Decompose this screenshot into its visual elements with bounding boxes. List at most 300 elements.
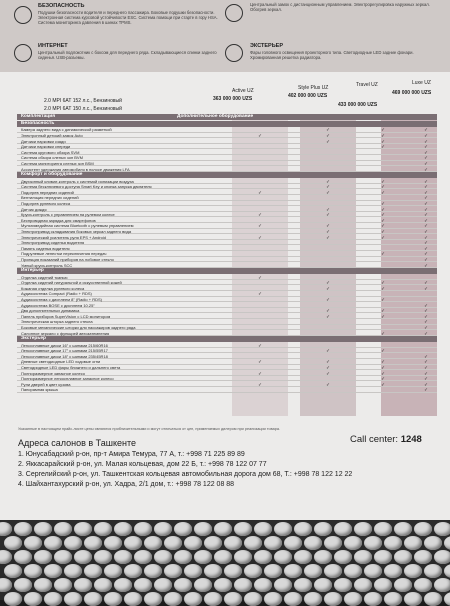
- knit-loop: [4, 564, 22, 578]
- knit-loop: [304, 592, 322, 606]
- row-label: Система бесключевого доступа Smart Key и кнопка запуска двигателя: [21, 184, 152, 190]
- knit-loop: [294, 550, 312, 564]
- row-label: Легкосплавные диски 18" с шинами 235/45R18: [21, 353, 108, 359]
- knit-loop: [304, 564, 322, 578]
- knit-loop: [144, 592, 162, 606]
- table-row: [17, 286, 437, 291]
- price-active: 363 000 000 UZS: [213, 96, 253, 102]
- row-label: Дневные светодиодные LED ходовые огни: [21, 359, 101, 365]
- table-row: [17, 240, 437, 245]
- row-mark: ✓: [381, 212, 385, 218]
- row-mark: [232, 179, 288, 184]
- knit-loop: [334, 550, 352, 564]
- row-mark: [232, 161, 288, 166]
- row-label: Отделка сидений тканью: [21, 274, 68, 280]
- knit-loop: [104, 536, 122, 550]
- internet-title: ИНТЕРНЕТ: [38, 43, 68, 49]
- table-row: [17, 263, 437, 268]
- knit-loop: [174, 522, 192, 536]
- row-mark: ✓: [424, 245, 428, 251]
- knit-loop: [234, 550, 252, 564]
- row-mark: [300, 246, 356, 251]
- knit-loop: [44, 564, 62, 578]
- knit-loop: [194, 578, 212, 592]
- row-mark: ✓: [424, 365, 428, 370]
- engine-2: 2.0 MPI 6AT 150 л.с., Бензиновый: [44, 106, 122, 112]
- row-mark: [232, 257, 288, 262]
- safety-text: Подушки безопасности водителя и переднего пассажира. Боковые подушки безопасности. Электронная система курсовой устойчивости ESC. Система помощи при старте в гору HSA. Система мониторинга давления в шинах TPMS.: [38, 10, 218, 25]
- knit-loop: [284, 592, 302, 606]
- table-row: [17, 139, 437, 144]
- row-mark: ✓: [326, 138, 330, 144]
- row-mark: ✓: [258, 370, 262, 376]
- engine-1: 2.0 MPI 6AT 152 л.с., Бензиновый: [44, 98, 122, 104]
- knit-loop: [394, 522, 412, 536]
- row-mark: ✓: [258, 189, 262, 195]
- table-row: [17, 218, 437, 223]
- row-mark: [232, 354, 288, 359]
- row-mark: ✓: [258, 274, 262, 280]
- row-mark: ✓: [326, 223, 330, 229]
- knit-loop: [94, 522, 112, 536]
- knit-loop: [214, 578, 232, 592]
- row-mark: ✓: [424, 330, 428, 336]
- row-label: Рули дверей в цвет кузова: [21, 381, 71, 387]
- row-mark: ✓: [424, 285, 428, 291]
- knit-loop: [204, 592, 222, 606]
- row-mark: ✓: [424, 280, 428, 286]
- row-mark: ✓: [258, 223, 262, 229]
- trim-active: Active UZ: [232, 88, 254, 94]
- call-center: [350, 434, 422, 445]
- price-travel: 433 000 000 UZS: [338, 102, 378, 108]
- table-row: [17, 212, 437, 217]
- row-mark: [232, 365, 288, 370]
- table-row: [17, 144, 437, 149]
- knit-loop: [194, 550, 212, 564]
- knit-loop: [414, 550, 432, 564]
- row-mark: ✓: [424, 308, 428, 314]
- row-mark: [300, 155, 356, 160]
- knit-loop: [404, 592, 422, 606]
- row-label: Память сиденья водителя: [21, 245, 70, 251]
- row-mark: [232, 286, 288, 291]
- knit-loop: [134, 550, 152, 564]
- row-mark: ✓: [424, 370, 428, 376]
- knit-loop: [364, 536, 382, 550]
- row-mark: [300, 303, 356, 308]
- row-mark: ✓: [424, 353, 428, 359]
- row-mark: [398, 348, 450, 353]
- row-label: Электронный детский замок Auto: [21, 133, 83, 138]
- table-row: [17, 308, 437, 313]
- knit-loop: [0, 550, 12, 564]
- row-mark: ✓: [381, 313, 385, 319]
- row-label: Камера заднего вида с динамической разметкой: [21, 127, 112, 133]
- knit-loop: [444, 536, 450, 550]
- row-mark: [300, 240, 356, 245]
- row-label: Вентиляция передних сидений: [21, 195, 79, 201]
- row-mark: [232, 155, 288, 160]
- shield-icon: [14, 6, 32, 24]
- row-mark: ✓: [424, 257, 428, 262]
- row-mark: [232, 150, 288, 155]
- row-mark: ✓: [424, 223, 428, 229]
- row-label: Легкосплавные диски 17" с шинами 215/55R17: [21, 348, 108, 354]
- knit-loop: [294, 578, 312, 592]
- knit-loop: [54, 550, 72, 564]
- knit-loop: [74, 522, 92, 536]
- row-label: Подогрев передних сидений: [21, 189, 74, 195]
- safety-block: [38, 4, 218, 25]
- knit-loop: [164, 592, 182, 606]
- knit-loop: [404, 536, 422, 550]
- row-mark: ✓: [326, 348, 330, 354]
- row-mark: [300, 257, 356, 262]
- knit-loop: [324, 564, 342, 578]
- trim-travel: Travel UZ: [356, 82, 378, 88]
- row-mark: ✓: [381, 206, 385, 212]
- knit-loop: [284, 536, 302, 550]
- call-number: 1248: [400, 434, 422, 445]
- knit-loop: [414, 522, 432, 536]
- table-row: [17, 127, 437, 132]
- table-row: [17, 376, 437, 381]
- knit-loop: [424, 592, 442, 606]
- row-mark: ✓: [326, 365, 330, 370]
- knit-loop: [244, 564, 262, 578]
- table-row: [17, 297, 437, 302]
- knit-loop: [204, 564, 222, 578]
- knit-loop: [244, 536, 262, 550]
- row-mark: ✓: [381, 201, 385, 206]
- row-mark: [232, 201, 288, 206]
- knit-loop: [114, 550, 132, 564]
- table-row: [17, 161, 437, 166]
- row-mark: [300, 144, 356, 149]
- row-mark: ✓: [326, 206, 330, 212]
- row-mark: ✓: [424, 387, 428, 393]
- knit-loop: [34, 578, 52, 592]
- row-mark: ✓: [258, 291, 262, 297]
- knit-loop: [54, 578, 72, 592]
- row-mark: [232, 167, 288, 172]
- knit-loop: [14, 550, 32, 564]
- knit-loop: [184, 536, 202, 550]
- row-mark: ✓: [424, 161, 428, 166]
- knit-loop: [294, 522, 312, 536]
- row-mark: ✓: [381, 280, 385, 286]
- internet-text: Центральный подлокотник с боксом для переднего ряда. Складывающиеся спинки заднего сиденья. USB-разъемы.: [38, 50, 217, 60]
- row-mark: [232, 246, 288, 251]
- row-mark: ✓: [424, 359, 428, 365]
- car-icon: [225, 44, 243, 62]
- knit-loop: [184, 564, 202, 578]
- row-label: Отделка сидений натуральной и искусственной кожей: [21, 280, 122, 286]
- row-mark: ✓: [381, 184, 385, 190]
- row-label: Аудиосистема с дисплеем 8" (Radio + RDS): [21, 297, 102, 302]
- knit-loop: [164, 536, 182, 550]
- row-mark: ✓: [381, 370, 385, 376]
- row-mark: [232, 319, 288, 324]
- row-label: Беспроводная зарядка для смартфонов: [21, 217, 96, 223]
- knit-loop: [434, 578, 450, 592]
- row-label: Мультимедийная система Bluetooth с рулевым управлением: [21, 223, 134, 229]
- row-mark: ✓: [326, 370, 330, 376]
- row-mark: [232, 348, 288, 353]
- group-header-comfort: Комфорт и оборудование: [17, 172, 437, 178]
- knit-loop: [224, 592, 242, 606]
- row-mark: ✓: [424, 212, 428, 218]
- row-label: Электропривод складывания боковых зеркал заднего вида: [21, 229, 132, 234]
- trim-style-plus: Style Plus UZ: [298, 85, 329, 91]
- group-header-safety: Безопасность: [17, 121, 437, 127]
- knit-loop: [24, 536, 42, 550]
- knit-loop: [234, 522, 252, 536]
- row-mark: ✓: [424, 229, 428, 234]
- row-mark: ✓: [326, 359, 330, 365]
- row-mark: ✓: [381, 217, 385, 223]
- knit-loop: [334, 578, 352, 592]
- row-mark: [232, 139, 288, 144]
- knit-loop: [154, 578, 172, 592]
- exterior-block: [250, 44, 440, 60]
- knit-loop: [134, 522, 152, 536]
- row-mark: ✓: [424, 166, 428, 172]
- price-style-plus: 402 000 000 UZS: [288, 93, 328, 99]
- row-mark: ✓: [326, 234, 330, 240]
- row-label: Электрическая шторка заднего стекла: [21, 319, 93, 325]
- price-luxe: 469 000 000 UZS: [392, 90, 432, 96]
- row-mark: [300, 150, 356, 155]
- row-mark: ✓: [258, 359, 262, 365]
- knit-loop: [364, 592, 382, 606]
- knit-loop: [314, 578, 332, 592]
- row-mark: ✓: [424, 302, 428, 308]
- address-4: 4. Шайхантахурский р-он, ул. Хадра, 2/1 дом, т.: +998 78 122 08 88: [18, 481, 235, 488]
- knit-loop: [394, 550, 412, 564]
- row-label: Система обзора слепых зон BVM: [21, 155, 83, 161]
- row-label: Аудиосистема BOSE с дисплеем 10.25": [21, 302, 95, 308]
- table-row: [17, 280, 437, 285]
- row-mark: [232, 280, 288, 285]
- knit-loop: [34, 550, 52, 564]
- knit-loop: [14, 522, 32, 536]
- row-mark: ✓: [381, 376, 385, 382]
- row-mark: ✓: [381, 127, 385, 133]
- row-mark: ✓: [326, 381, 330, 387]
- knit-loop: [334, 522, 352, 536]
- knit-loop: [264, 592, 282, 606]
- row-label: Система мониторинга слепых зон BSM: [21, 161, 94, 166]
- knit-loop: [24, 592, 42, 606]
- table-row: [17, 207, 437, 212]
- extra-equipment-label: Дополнительное оборудование: [177, 114, 254, 119]
- komplektacia-bar: [17, 114, 437, 120]
- knit-loop: [394, 578, 412, 592]
- row-mark: ✓: [424, 184, 428, 190]
- table-row: [17, 359, 437, 364]
- knit-loop: [404, 564, 422, 578]
- row-mark: ✓: [258, 342, 262, 348]
- row-mark: ✓: [381, 234, 385, 240]
- row-mark: [300, 275, 356, 280]
- knit-loop: [154, 522, 172, 536]
- row-label: Двухзонный климат-контроль с системой ионизации воздуха: [21, 178, 134, 184]
- knit-loop: [74, 550, 92, 564]
- price-band: [8, 76, 442, 114]
- internet-block: [38, 44, 218, 60]
- row-mark: [232, 218, 288, 223]
- row-mark: ✓: [424, 149, 428, 155]
- table-row: [17, 246, 437, 251]
- row-mark: ✓: [424, 189, 428, 195]
- steering-icon: [225, 4, 243, 22]
- row-mark: [232, 207, 288, 212]
- row-label: Электрический усилитель руля EPS + Android: [21, 234, 107, 240]
- row-mark: ✓: [326, 189, 330, 195]
- row-label: Датчик дождя: [21, 206, 47, 212]
- row-mark: [300, 167, 356, 172]
- row-mark: ✓: [424, 313, 428, 319]
- knit-loop: [254, 522, 272, 536]
- table-row: [17, 251, 437, 256]
- knit-loop: [74, 578, 92, 592]
- knit-loop: [124, 536, 142, 550]
- knit-loop: [4, 592, 22, 606]
- table-row: [17, 195, 437, 200]
- knit-loop: [134, 578, 152, 592]
- row-label: Система кругового обзора SVM: [21, 149, 80, 155]
- row-mark: [300, 325, 356, 330]
- row-mark: ✓: [424, 234, 428, 240]
- row-mark: [232, 314, 288, 319]
- knit-loop: [14, 578, 32, 592]
- knit-loop: [214, 522, 232, 536]
- row-mark: [398, 291, 450, 296]
- row-mark: ✓: [326, 297, 330, 302]
- row-label: Ассистент удержания автомобиля в полосе движения LFA: [21, 166, 130, 172]
- row-mark: ✓: [424, 262, 428, 268]
- row-mark: ✓: [381, 297, 385, 302]
- row-mark: [300, 376, 356, 381]
- knit-loop: [264, 564, 282, 578]
- row-mark: ✓: [424, 319, 428, 325]
- row-mark: [232, 251, 288, 256]
- knit-loop: [324, 592, 342, 606]
- row-label: Салонное зеркало с функцией автозатемнения: [21, 330, 110, 336]
- row-mark: ✓: [381, 308, 385, 314]
- knit-loop: [64, 564, 82, 578]
- knit-loop: [324, 536, 342, 550]
- row-mark: ✓: [326, 133, 330, 138]
- knit-loop: [344, 564, 362, 578]
- row-mark: ✓: [326, 229, 330, 234]
- table-row: [17, 343, 437, 348]
- knit-loop: [444, 564, 450, 578]
- row-mark: ✓: [381, 178, 385, 184]
- right-text-block: [250, 2, 440, 12]
- exterior-text: Фары головного освещения проекторного типа. Светодиодные LED задние фонари. Хромированная решетка радиатора.: [250, 50, 414, 60]
- knit-loop: [154, 550, 172, 564]
- table-row: [17, 331, 437, 336]
- row-mark: [398, 275, 450, 280]
- table-row: [17, 223, 437, 228]
- knit-fabric-background: [0, 520, 450, 600]
- knit-loop: [434, 522, 450, 536]
- row-mark: ✓: [424, 251, 428, 257]
- knit-loop: [364, 564, 382, 578]
- row-mark: [300, 161, 356, 166]
- row-mark: ✓: [424, 240, 428, 246]
- row-mark: ✓: [424, 133, 428, 138]
- knit-loop: [0, 578, 12, 592]
- table-row: [17, 387, 437, 392]
- table-row: [17, 201, 437, 206]
- row-mark: [232, 127, 288, 132]
- knit-loop: [374, 522, 392, 536]
- row-mark: [232, 184, 288, 189]
- table-row: [17, 348, 437, 353]
- row-label: Светодиодные LED фары ближнего и дальнего света: [21, 365, 121, 370]
- row-mark: ✓: [381, 133, 385, 138]
- row-mark: [300, 218, 356, 223]
- row-label: Подогрев рулевого колеса: [21, 201, 71, 206]
- knit-loop: [104, 592, 122, 606]
- row-mark: ✓: [424, 178, 428, 184]
- row-mark: ✓: [424, 201, 428, 206]
- knit-loop: [64, 536, 82, 550]
- row-label: Датчики парковки сзади: [21, 138, 66, 144]
- knit-loop: [384, 564, 402, 578]
- knit-loop: [0, 522, 12, 536]
- address-3: 3. Сергелийский р-он, ул. Ташкентская кольцевая автомобильная дорога дом 68, Т.: +998 78 122 12 22: [18, 471, 353, 478]
- row-mark: [232, 308, 288, 313]
- knit-loop: [314, 550, 332, 564]
- row-mark: ✓: [424, 217, 428, 223]
- row-mark: ✓: [424, 144, 428, 150]
- knit-loop: [384, 536, 402, 550]
- price-note: Указанные в настоящем прайс-листе цены являются приблизительными и могут отличаться от цен, применяемых дилером при реализации товара.: [18, 427, 281, 431]
- table-row: [17, 155, 437, 160]
- row-mark: [232, 303, 288, 308]
- group-header-exterior: Экстерьер: [17, 336, 437, 342]
- row-mark: ✓: [326, 280, 330, 286]
- knit-loop: [164, 564, 182, 578]
- row-label: Два дополнительных динамика: [21, 308, 80, 314]
- row-mark: [300, 251, 356, 256]
- knit-loop: [354, 522, 372, 536]
- row-mark: [398, 343, 450, 348]
- row-mark: ✓: [381, 381, 385, 387]
- group-header-interior: Интерьер: [17, 268, 437, 274]
- row-mark: [232, 144, 288, 149]
- row-mark: [300, 387, 356, 392]
- row-mark: ✓: [381, 223, 385, 229]
- row-mark: ✓: [326, 285, 330, 291]
- knit-loop: [124, 592, 142, 606]
- table-row: [17, 133, 437, 138]
- call-label: Call center:: [350, 434, 399, 445]
- row-mark: [398, 297, 450, 302]
- wifi-icon: [14, 44, 32, 62]
- table-row: [17, 229, 437, 234]
- knit-loop: [304, 536, 322, 550]
- row-mark: ✓: [326, 178, 330, 184]
- row-mark: [300, 195, 356, 200]
- row-mark: [232, 376, 288, 381]
- knit-loop: [374, 578, 392, 592]
